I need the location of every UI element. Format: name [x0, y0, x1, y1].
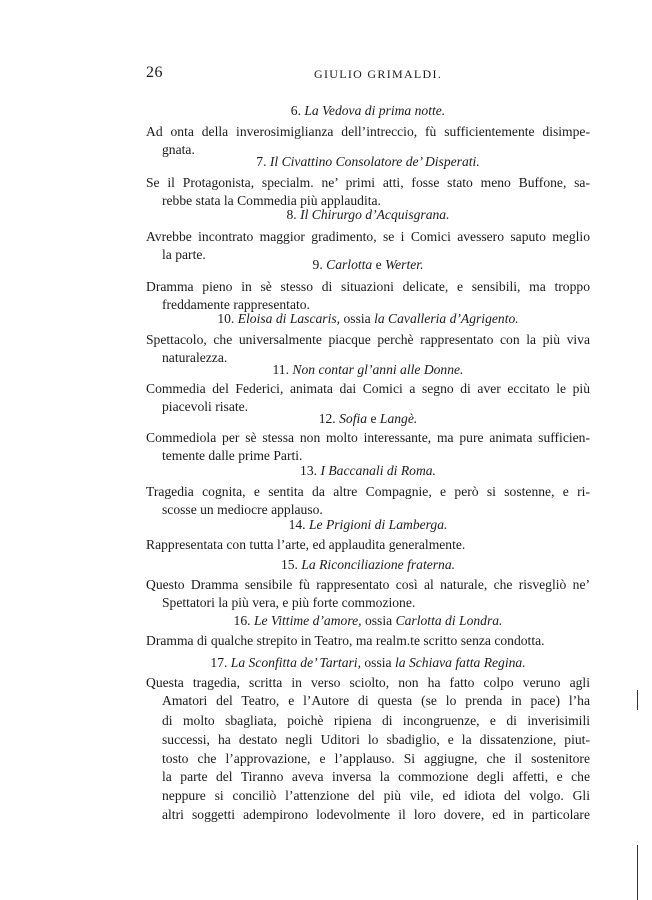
entry-text-line: altri soggetti adempirono lodevolmente il loro dovere, ed in particolare — [162, 807, 590, 822]
scan-artifact — [637, 845, 638, 900]
entry-text-line: di molto sbagliata, poichè ripiena di incongruenze, e di inverisimili — [162, 713, 590, 728]
entry-text-line: Spettacolo, che universalmente piacque perchè rappresentato con la più viva — [146, 332, 590, 347]
entry-text-line: neppure si conciliò l’attenzione del più vile, ed idiota del volgo. Gli — [162, 788, 590, 803]
entry-heading: 8. Il Chirurgo d’Acquisgrana. — [286, 207, 450, 222]
entry-text-line: successi, ha destato negli Uditori lo sbadiglio, e la dissatenzione, piut- — [162, 732, 590, 747]
entry-text-line: Amatori del Teatro, e l’Autore di questa (se lo prenda in pace) l’ha — [162, 693, 590, 708]
entry-text-line: Questa tragedia, scritta in verso sciolto, non ha fatto colpo veruno agli — [146, 675, 590, 690]
entry-text-line: Rappresentata con tutta l’arte, ed applaudita generalmente. — [146, 537, 466, 552]
entry-heading: 10. Eloisa di Lascaris, ossia la Cavalleria d’Agrigento. — [217, 311, 519, 326]
entry-text-line: temente dalle prime Parti. — [162, 448, 303, 463]
entry-text-line: Commedia del Federici, animata dai Comici a segno di aver eccitato le più — [146, 381, 590, 396]
entry-text-line: la parte. — [162, 247, 206, 262]
entry-text-line: Tragedia cognita, e sentita da altre Compagnie, e però si sostenne, e ri- — [146, 484, 590, 499]
entry-text-line: Spettatori la più vera, e più forte commozione. — [162, 595, 416, 610]
running-title: GIULIO GRIMALDI. — [314, 67, 443, 81]
entry-text-line: Dramma pieno in sè stesso di situazioni delicate, e sensibili, ma troppo — [146, 279, 590, 294]
scan-artifact — [637, 690, 638, 710]
entry-heading: 15. La Riconciliazione fraterna. — [280, 557, 456, 572]
entry-heading: 14. Le Prigioni di Lamberga. — [288, 517, 448, 532]
entry-heading: 6. La Vedova di prima notte. — [290, 103, 446, 118]
entry-text-line: Ad onta della inverosimiglianza dell’intreccio, fù sufficientemente disimpe- — [146, 124, 590, 139]
entry-text-line: Questo Dramma sensibile fù rappresentato così al naturale, che risvegliò ne’ — [146, 577, 590, 592]
page-number: 26 — [146, 64, 163, 81]
entry-heading: 16. Le Vittime d’amore, ossia Carlotta di Londra. — [233, 613, 503, 628]
entry-text-line: tosto che l’approvazione, e l’applauso. Si aggiugne, che il sostenitore — [162, 751, 590, 766]
entry-text-line: scosse un mediocre applauso. — [162, 502, 323, 517]
entry-text-line: Commediola per sè stessa non molto interessante, ma pure animata sufficien- — [146, 430, 590, 445]
entry-heading: 13. I Baccanali di Roma. — [300, 463, 436, 478]
entry-text-line: gnata. — [162, 142, 195, 157]
entry-text-line: Avrebbe incontrato maggior gradimento, se i Comici avessero saputo meglio — [146, 229, 590, 244]
entry-heading: 9. Carlotta e Werter. — [312, 257, 424, 272]
entry-text-line: naturalezza. — [162, 350, 228, 365]
entry-text-line: la parte del Tiranno aveva inversa la commozione degli affetti, e che — [162, 769, 590, 784]
entry-heading: 11. Non contar gl’anni alle Donne. — [272, 362, 464, 377]
entry-heading: 12. Sofia e Langè. — [318, 411, 418, 426]
entry-text-line: Se il Protagonista, specialm. ne’ primi atti, fosse stato meno Buffone, sa- — [146, 175, 590, 190]
entry-text-line: freddamente rappresentato. — [162, 297, 310, 312]
entry-text-line: piacevoli risate. — [162, 399, 249, 414]
page-header — [146, 64, 590, 84]
entry-text-line: Dramma di qualche strepito in Teatro, ma realm.te scritto senza condotta. — [146, 633, 545, 648]
entry-heading: 17. La Sconfitta de’ Tartari, ossia la Schiava fatta Regina. — [210, 655, 526, 670]
entry-heading: 7. Il Civattino Consolatore de’ Disperati. — [256, 154, 480, 169]
entry-text-line: rebbe stata la Commedia più applaudita. — [162, 193, 381, 208]
